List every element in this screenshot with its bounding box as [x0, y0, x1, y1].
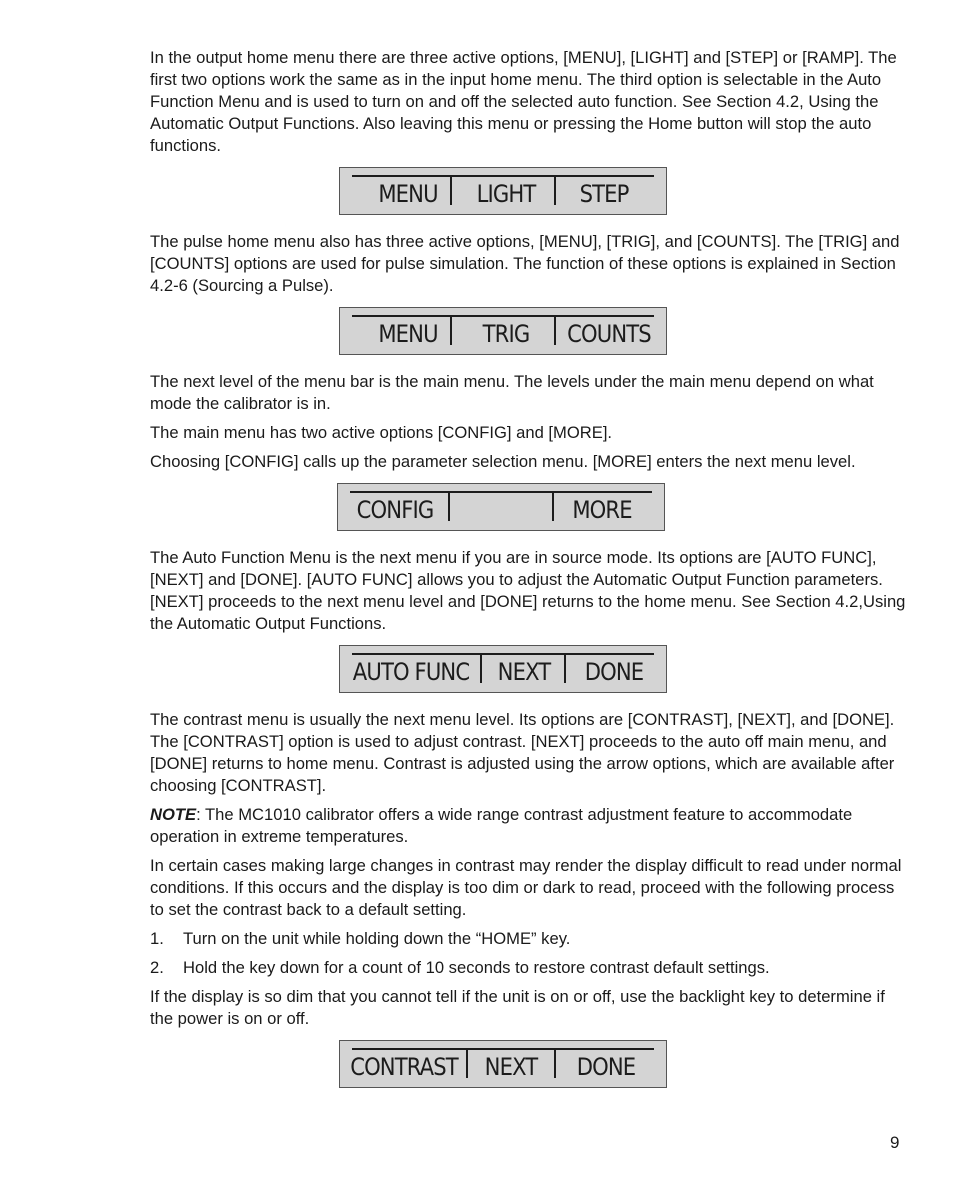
lcd-top-line	[352, 175, 654, 177]
page-number: 9	[890, 1133, 900, 1152]
lcd-option-contrast: CONTRAST	[350, 1053, 458, 1081]
lcd-separator	[564, 655, 566, 683]
lcd-option-empty	[465, 495, 535, 525]
paragraph-main-menu-levels: The next level of the menu bar is the main menu. The levels under the main menu depend on what mode the calibrator is in.	[150, 372, 874, 413]
lcd-pulse-home-menu	[339, 307, 667, 355]
lcd-option-done: DONE	[584, 658, 644, 686]
lcd-option-trig: TRIG	[482, 320, 530, 348]
lcd-separator	[466, 1050, 468, 1078]
lcd-main-menu	[337, 483, 665, 531]
step-text: Turn on the unit while holding down the “HOME” key.	[183, 929, 571, 948]
lcd-top-line	[352, 315, 654, 317]
paragraph-output-home-menu: In the output home menu there are three active options, [MENU], [LIGHT] and [STEP] or [RAMP]. The first two options work the same as in the input home menu. The third option is selectable in the Auto Function Menu and is used to turn on and off the selected auto function. See Section 4.2, Using the Automatic Output Functions. Also leaving this menu or pressing the Home button will stop the auto functions.	[150, 48, 897, 155]
paragraph-pulse-home-menu: The pulse home menu also has three active options, [MENU], [TRIG], and [COUNTS]. The [TRIG] and [COUNTS] options are used for pulse simulation. The function of these options is explained in Section 4.2-6 (Sourcing a Pulse).	[150, 232, 900, 295]
lcd-separator	[448, 493, 450, 521]
list-item	[150, 957, 910, 979]
step-number: 1.	[150, 929, 164, 948]
lcd-option-config: CONFIG	[356, 496, 434, 524]
lcd-separator	[480, 655, 482, 683]
lcd-option-next: NEXT	[484, 1053, 538, 1081]
lcd-separator	[554, 317, 556, 345]
paragraph-main-menu-options: The main menu has two active options [CONFIG] and [MORE].	[150, 423, 613, 442]
lcd-option-more: MORE	[572, 496, 632, 524]
step-text: Hold the key down for a count of 10 seconds to restore contrast default settings.	[183, 958, 770, 977]
lcd-top-line	[352, 653, 654, 655]
lcd-separator	[552, 493, 554, 521]
lcd-top-line	[352, 1048, 654, 1050]
lcd-option-step: STEP	[579, 180, 629, 208]
lcd-separator	[450, 317, 452, 345]
paragraph-contrast-menu: The contrast menu is usually the next menu level. Its options are [CONTRAST], [NEXT], and [DONE]. The [CONTRAST] option is used to adjust contrast. [NEXT] proceeds to the auto off main menu, and [DONE] returns to home menu. Contrast is adjusted using the arrow options, which are available after choosing [CONTRAST].	[150, 710, 895, 795]
lcd-option-menu: MENU	[378, 320, 438, 348]
paragraph-backlight-check: If the display is so dim that you cannot tell if the unit is on or off, use the backlight key to determine if the power is on or off.	[150, 987, 885, 1028]
lcd-separator	[554, 177, 556, 205]
page-content	[150, 47, 910, 1104]
paragraph-note	[150, 804, 910, 848]
list-item	[150, 928, 910, 950]
lcd-output-home-menu	[339, 167, 667, 215]
lcd-contrast-menu	[339, 1040, 667, 1088]
lcd-option-next: NEXT	[497, 658, 551, 686]
paragraph-auto-function-menu: The Auto Function Menu is the next menu if you are in source mode. Its options are [AUTO FUNC], [NEXT] and [DONE]. [AUTO FUNC] allows you to adjust the Automatic Output Function parameters. [NEXT] proceeds to the next menu level and [DONE] returns to the home menu. See Section 4.2,Using the Automatic Output Functions.	[150, 548, 906, 633]
lcd-option-light: LIGHT	[476, 180, 536, 208]
contrast-reset-steps	[150, 928, 910, 979]
lcd-auto-function-menu	[339, 645, 667, 693]
lcd-option-menu: MENU	[378, 180, 438, 208]
note-label: NOTE	[150, 805, 197, 824]
lcd-option-done: DONE	[576, 1053, 636, 1081]
lcd-separator	[450, 177, 452, 205]
note-text: : The MC1010 calibrator offers a wide range contrast adjustment feature to accommodate operation in extreme temperatures.	[150, 805, 853, 846]
lcd-top-line	[350, 491, 652, 493]
paragraph-contrast-reset-intro: In certain cases making large changes in contrast may render the display difficult to read under normal conditions. If this occurs and the display is too dim or dark to read, proceed with the following process to set the contrast back to a default setting.	[150, 856, 902, 919]
step-number: 2.	[150, 958, 164, 977]
lcd-option-counts: COUNTS	[567, 320, 651, 348]
paragraph-config-more: Choosing [CONFIG] calls up the parameter selection menu. [MORE] enters the next menu level.	[150, 452, 856, 471]
lcd-option-auto-func: AUTO FUNC	[352, 658, 470, 686]
lcd-separator	[554, 1050, 556, 1078]
